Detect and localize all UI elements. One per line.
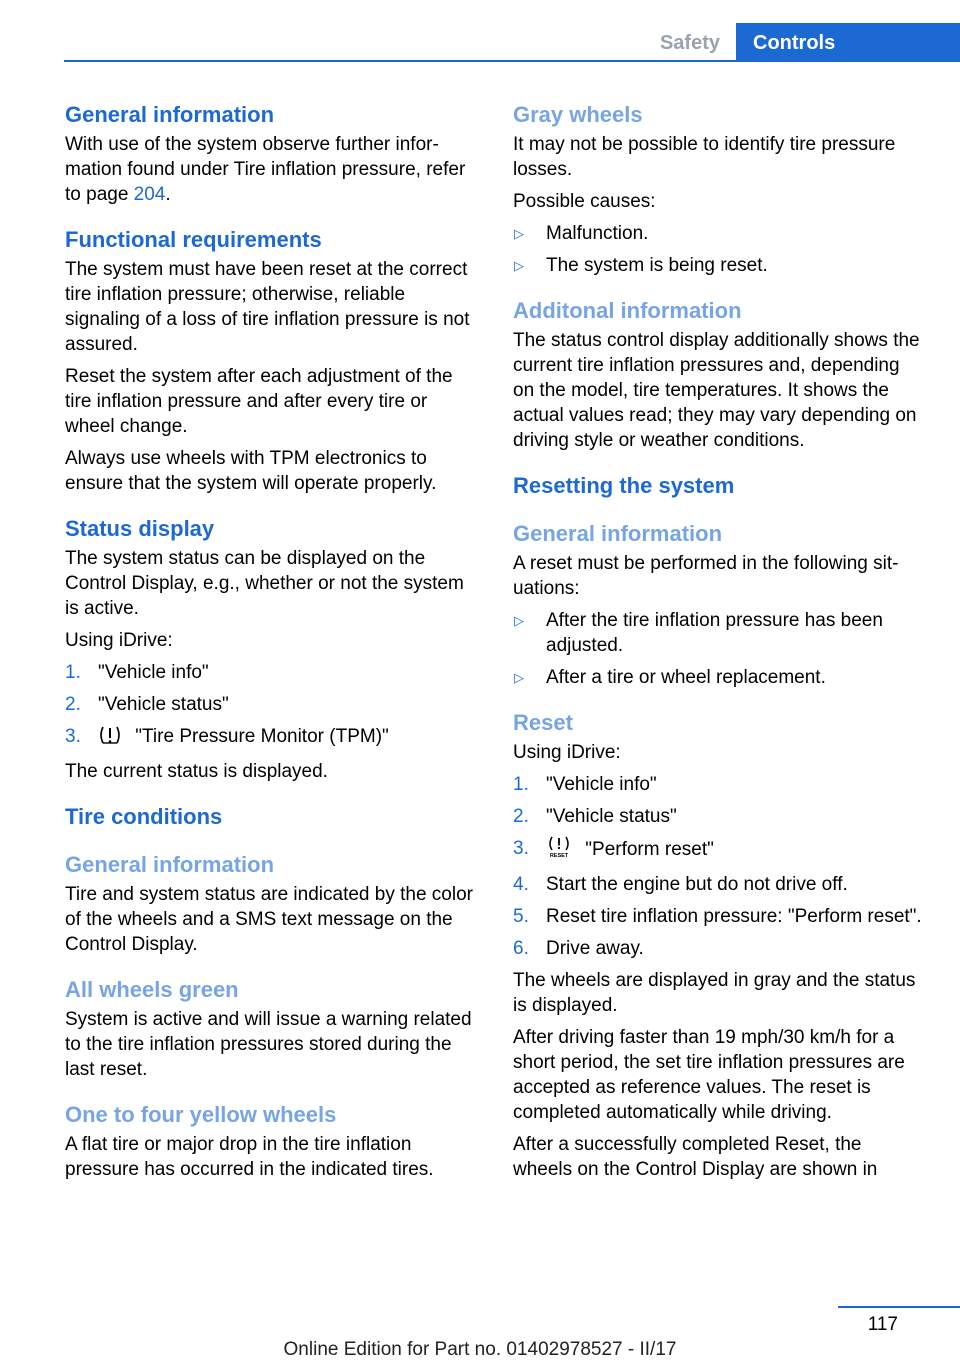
- additional-info-heading: Additonal information: [513, 298, 742, 323]
- tire-warning-icon: [98, 725, 122, 752]
- list-item: [513, 904, 925, 929]
- triangle-bullet-icon: ▷: [514, 670, 524, 685]
- step-text: "Perform reset": [580, 839, 714, 860]
- tire-reset-icon: [546, 836, 572, 865]
- yellow-wheels-paragraph: A flat tire or major drop in the tire inflation pressure has occurred in the indicated tires.: [65, 1134, 434, 1180]
- step-number: 4.: [513, 874, 529, 895]
- list-item: [513, 804, 925, 829]
- gray-wheels-paragraph-2: Possible causes:: [513, 191, 656, 212]
- page-header: [640, 23, 960, 61]
- edition-footer: Online Edition for Part no. 01402978527 - II/17: [283, 1339, 677, 1360]
- list-item: [513, 253, 925, 278]
- reset-paragraph-2: The wheels are displayed in gray and the status is displayed.: [513, 970, 916, 1016]
- list-item: [65, 660, 477, 685]
- all-wheels-green-heading: All wheels green: [65, 977, 239, 1002]
- list-item: [513, 936, 925, 961]
- list-item: [513, 872, 925, 897]
- reset-heading: Reset: [513, 710, 573, 735]
- triangle-bullet-icon: ▷: [514, 226, 524, 241]
- reset-steps-list: [513, 772, 925, 961]
- reset-paragraph-4: After a successfully completed Reset, the wheels on the Control Display are shown in: [513, 1134, 878, 1180]
- additional-info-paragraph: The status control display additionally shows the current tire inflation pressures and, depending on the model, tire temperatures. It shows the actual values read; they may vary depending on driving style or weather conditions.: [513, 330, 920, 451]
- step-number: 6.: [513, 938, 529, 959]
- status-display-heading: Status display: [65, 516, 215, 541]
- status-paragraph-2: Using iDrive:: [65, 630, 173, 651]
- reset-situations-list: [513, 608, 925, 690]
- possible-causes-list: [513, 221, 925, 278]
- right-column: [513, 100, 925, 1182]
- footer-divider: [838, 1306, 960, 1308]
- list-item: [513, 772, 925, 797]
- step-text: "Vehicle info": [98, 662, 209, 683]
- step-text: Reset tire inflation pressure: "Perform reset".: [546, 906, 922, 927]
- general-info-text-before: With use of the system observe further information found under Tire inflation pressure, refer to page: [65, 134, 466, 205]
- tab-safety[interactable]: Safety: [659, 32, 720, 54]
- cause-text: Malfunction.: [546, 223, 649, 244]
- left-column: [65, 100, 477, 1182]
- gray-wheels-paragraph-1: It may not be possible to identify tire pressure losses.: [513, 134, 896, 180]
- step-number: 1.: [513, 774, 529, 795]
- list-item: [513, 836, 925, 865]
- step-number: 2.: [513, 806, 529, 827]
- step-text: "Tire Pressure Monitor (TPM)": [130, 726, 389, 747]
- general-info-text-after: .: [165, 184, 171, 205]
- reset-paragraph: Using iDrive:: [513, 742, 621, 763]
- step-number: 1.: [65, 662, 81, 683]
- step-number: 3.: [513, 838, 529, 859]
- list-item: [65, 692, 477, 717]
- all-wheels-green-paragraph: System is active and will issue a warning related to the tire inflation pressures stored during the last reset.: [65, 1009, 472, 1080]
- tire-conditions-general-heading: General information: [65, 852, 275, 877]
- step-text: Drive away.: [546, 938, 644, 959]
- step-number: 5.: [513, 906, 529, 927]
- list-item: [513, 608, 925, 658]
- functional-paragraph-2: Reset the system after each adjustment of the tire inflation pressure and after every tire or wheel change.: [65, 366, 453, 437]
- step-text: "Vehicle info": [546, 774, 657, 795]
- resetting-general-paragraph: A reset must be performed in the following situations:: [513, 553, 899, 599]
- triangle-bullet-icon: ▷: [514, 613, 524, 628]
- reset-icon-label: RESET: [549, 853, 569, 858]
- resetting-system-heading: Resetting the system: [513, 473, 735, 498]
- page-204-link[interactable]: 204: [133, 184, 166, 205]
- step-text: "Vehicle status": [546, 806, 677, 827]
- situation-text: After a tire or wheel replacement.: [546, 667, 826, 688]
- tire-conditions-heading: Tire conditions: [65, 804, 223, 829]
- status-after-text: The current status is displayed.: [65, 761, 328, 782]
- step-number: 2.: [65, 694, 81, 715]
- header-divider: [64, 60, 960, 62]
- step-number: 3.: [65, 726, 81, 747]
- situation-text: After the tire inflation pressure has been adjusted.: [546, 610, 883, 656]
- resetting-general-heading: General information: [513, 521, 723, 546]
- list-item: [513, 665, 925, 690]
- page-number: 117: [867, 1314, 898, 1335]
- step-text: "Vehicle status": [98, 694, 229, 715]
- tab-controls[interactable]: Controls: [736, 23, 960, 61]
- gray-wheels-heading: Gray wheels: [513, 102, 643, 127]
- yellow-wheels-heading: One to four yellow wheels: [65, 1102, 337, 1127]
- cause-text: The system is being reset.: [546, 255, 768, 276]
- status-steps-list: [65, 660, 477, 752]
- functional-paragraph-3: Always use wheels with TPM electronics to ensure that the system will operate properly.: [65, 448, 437, 494]
- status-paragraph-1: The system status can be displayed on the Control Display, e.g., whether or not the system is active.: [65, 548, 464, 619]
- reset-paragraph-3: After driving faster than 19 mph/30 km/h for a short period, the set tire inflation pressures are accepted as reference values. The reset is completed automatically while driving.: [513, 1027, 905, 1123]
- step-text: Start the engine but do not drive off.: [546, 874, 848, 895]
- tire-conditions-general-paragraph: Tire and system status are indicated by the color of the wheels and a SMS text message on the Control Display.: [65, 884, 473, 955]
- general-info-heading: General information: [65, 102, 275, 127]
- list-item: [513, 221, 925, 246]
- list-item: [65, 724, 477, 752]
- functional-requirements-heading: Functional requirements: [65, 227, 322, 252]
- functional-paragraph-1: The system must have been reset at the correct tire inflation pressure; otherwise, reliable signaling of a loss of tire inflation pressure is not assured.: [65, 259, 470, 355]
- triangle-bullet-icon: ▷: [514, 258, 524, 273]
- general-info-text: [65, 132, 477, 207]
